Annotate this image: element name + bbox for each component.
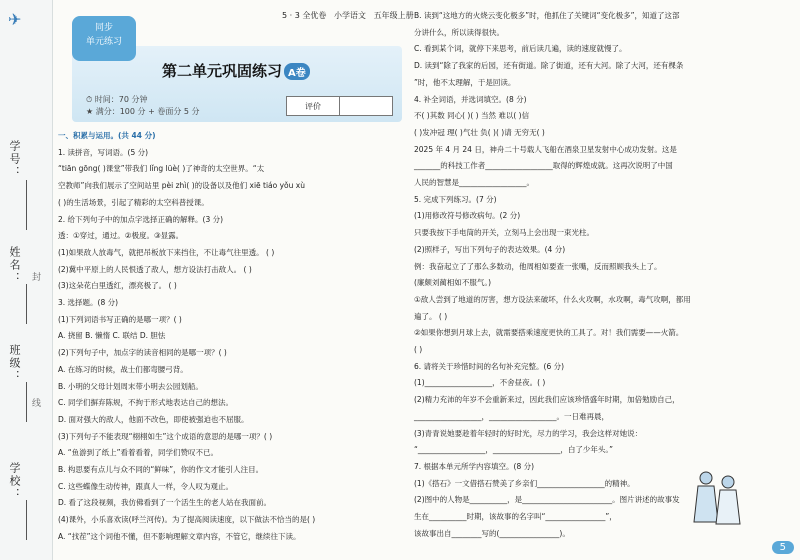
left-text-line: B. 小明的父母计划周末带小明去公园划船。 — [58, 381, 203, 391]
right-text-line: (廉颇刘蔺相如不服气。) — [414, 278, 492, 288]
left-text-line: 1. 读拼音，写词语。(5 分) — [58, 147, 149, 157]
right-text-line: (3)青青说她要趁着年轻时的好时光，尽力的学习，我会这样对她说： — [414, 428, 643, 438]
left-text-line: A. “鱼游到了纸上”看着看着，同学们赞叹不已。 — [58, 448, 219, 458]
right-text-line: 6. 请将关于珍惜时间的名句补充完整。(6 分) — [414, 361, 565, 371]
left-text-line: 空教师”向我们展示了空间站里 pèi zhì( )的设备以及他们 xiē tiáo yǒu xù — [58, 181, 305, 191]
right-text-line: 只要我按下手电筒的开关，立刻马上会出现一束光柱。 — [414, 228, 594, 238]
left-text-line: “tiān gōng( )课堂”带我们 lǐng lüè( )了神奇的太空世界。“太 — [58, 164, 265, 174]
name-line — [26, 284, 27, 324]
student-id-line — [26, 180, 27, 230]
left-text-line: A. 在练习的时候，战士们都弯腰弓背。 — [58, 364, 188, 374]
left-text-line: (1)如果敌人放毒气，就把吊板放下来挡住，不让毒气往里透。 ( ) — [58, 247, 275, 257]
right-text-line: B. 读到“这地方的火烧云变化极多”时，他抓住了关键词“变化极多”，知道了这部 — [414, 11, 680, 20]
left-text-line: A. 挠留 B. 懒惰 C. 联结 D. 胆怯 — [58, 331, 166, 341]
right-text-line: 不( )其数 同心( )( ) 当然 难以( )信 — [414, 111, 530, 121]
right-text-line: (1)《搭石》一文借搭石赞美了乡亲们__________________的精神。 — [414, 478, 635, 488]
left-text-line: A. “找茬”这个词他不懂，但不影响理解文章内容，不管它，继续往下读。 — [58, 531, 301, 541]
left-text-line: (2)冀中平原上的人民恨透了敌人，想方设法打击敌人。 ( ) — [58, 264, 252, 274]
line-mark: 线 — [32, 399, 42, 409]
right-text-line: 该故事出自________写的(________________)。 — [414, 528, 570, 538]
right-text-line: ( )发冲冠 理( )气壮 负( )( )请 无穷无( ) — [414, 127, 545, 137]
unit-badge: 同步 单元练习 — [72, 16, 136, 61]
left-text-line: ( )的生活场景，引起了精彩的太空科普授课。 — [58, 197, 209, 207]
right-text-line: ( ) — [414, 345, 423, 354]
left-text-line: (3)这朵花白里透红，漂亮极了。 ( ) — [58, 281, 177, 291]
right-text-line: 2025 年 4 月 24 日，神舟二十号载人飞船在酒泉卫星发射中心成功发射。这是 — [414, 144, 677, 154]
student-id-label: 学号： — [8, 140, 21, 179]
right-text-line: “__________________，__________________，白了少年头。” — [414, 445, 614, 455]
left-text-line: (3)下列句子不能表现“栩栩如生”这个成语的意思的是哪一项？( ) — [58, 431, 273, 441]
left-text-line: C. 同学们摒弃陈规，不拘于形式地表达自己的想法。 — [58, 398, 234, 408]
left-text-line: 一、积累与运用。(共 44 分) — [58, 131, 156, 140]
right-text-line: ①敌人尝到了地道的厉害，想方设法来破坏，什么火攻啊，水攻啊，毒气攻啊，都用 — [414, 294, 691, 304]
left-text-line: (2)下列句子中，加点字的读音相同的是哪一项？( ) — [58, 348, 227, 358]
left-text-line: D. 看了这段视频，我仿佛看到了一个活生生的老人站在我面前。 — [58, 498, 272, 508]
left-text-line: C. 这些蝶像生动传神，跟真人一样，令人叹为观止。 — [58, 481, 234, 491]
time-info: ⏱ 时间：70 分钟 — [86, 95, 148, 104]
right-text-line: 7. 根据本单元所学内容填空。(8 分) — [414, 461, 535, 471]
page-number: 5 — [772, 541, 794, 554]
school-label: 学校： — [8, 462, 21, 501]
left-text-line: 3. 选择题。(8 分) — [58, 298, 119, 307]
right-text-line: (2)图中的人物是__________，是________________________。图片讲述的故事发 — [414, 495, 680, 505]
class-label: 班级： — [8, 344, 21, 383]
right-text-line: __________________，__________________。一日难再晨， — [414, 411, 609, 421]
left-text-line: B. 构思要有点儿与众不同的“鲜味”，你的作文才能引人注目。 — [58, 465, 264, 474]
rocket-icon: ✈ — [8, 10, 22, 29]
right-text-line: 遍了。 ( ) — [414, 311, 448, 321]
left-text-line: (1)下列词语书写正确的是哪一项？( ) — [58, 314, 182, 324]
left-text-line: D. 面对强大的敌人，他面不改色，即使被强迫也不屈服。 — [58, 414, 249, 424]
historical-figures-illustration — [690, 466, 744, 526]
right-text-line: ②如果你想到月球上去，就需要搭乘速度更快的工具了。对！我们需要——火箭。 — [414, 328, 684, 338]
book-header: 5 · 3 全优卷 小学语文 五年级上册 — [282, 11, 414, 20]
right-text-line: _______的科技工作者__________________取得的辉煌成就。这再次说明了中国 — [414, 161, 673, 171]
left-text-line: 透：①穿过，通过。②极度。③显露。 — [58, 231, 184, 241]
school-line — [26, 500, 27, 540]
right-text-line: 例：我奋起立了了那么多数动，他周相如要查一张嘴，反而照顾我头上了。 — [414, 261, 662, 271]
binding-margin — [0, 0, 53, 560]
right-text-line: (1)__________________，不舍昼夜。( ) — [414, 378, 546, 388]
level-tag: A卷 — [284, 63, 310, 80]
right-text-line: 人民的智慧是__________________。 — [414, 178, 534, 187]
page-title: 第二单元巩固练习 A卷 — [162, 60, 310, 81]
right-text-line: (2)精力充沛的年岁不会重新来过，因此我们应该珍惜盛年时期，加倍勉励自己， — [414, 395, 680, 405]
right-text-line: (2)照样子，写出下列句子的表达效果。(4 分) — [414, 244, 566, 254]
left-text-line: 2. 给下列句子中的加点字选择正确的解释。(3 分) — [58, 214, 224, 224]
class-line — [26, 382, 27, 422]
right-text-line: 5. 完成下列练习。(7 分) — [414, 194, 497, 204]
right-text-line: 分讲什么，所以读得很快。 — [414, 27, 504, 37]
right-text-line: 生在__________时期，该故事的名字叫“________________”， — [414, 512, 617, 521]
right-text-line: 4. 补全词语，并选词填空。(8 分) — [414, 94, 527, 104]
left-text-line: (4)课外，小乐喜欢读(呼兰河传)。为了提高阅读速度，以下做法不恰当的是( ) — [58, 515, 316, 525]
score-label: 评价 — [287, 97, 340, 116]
score-table — [286, 96, 393, 116]
right-text-line: C. 看到某个词，就停下来思考，前后读几遍，读的速度就慢了。 — [414, 44, 627, 54]
seal-mark: 封 — [32, 273, 42, 283]
score-info: ★ 满分：100 分 + 卷面分 5 分 — [86, 107, 200, 116]
score-cell[interactable] — [340, 97, 393, 116]
name-label: 姓名： — [8, 246, 21, 285]
left-column — [56, 6, 414, 554]
right-text-line: D. 读到“除了我家的后园，还有街道。除了街道，还有大河。除了大河，还有棵条 — [414, 61, 684, 71]
right-text-line: (1)用修改符号修改病句。(2 分) — [414, 211, 521, 221]
right-text-line: ”时，他不太理解，于是回读。 — [414, 77, 516, 87]
